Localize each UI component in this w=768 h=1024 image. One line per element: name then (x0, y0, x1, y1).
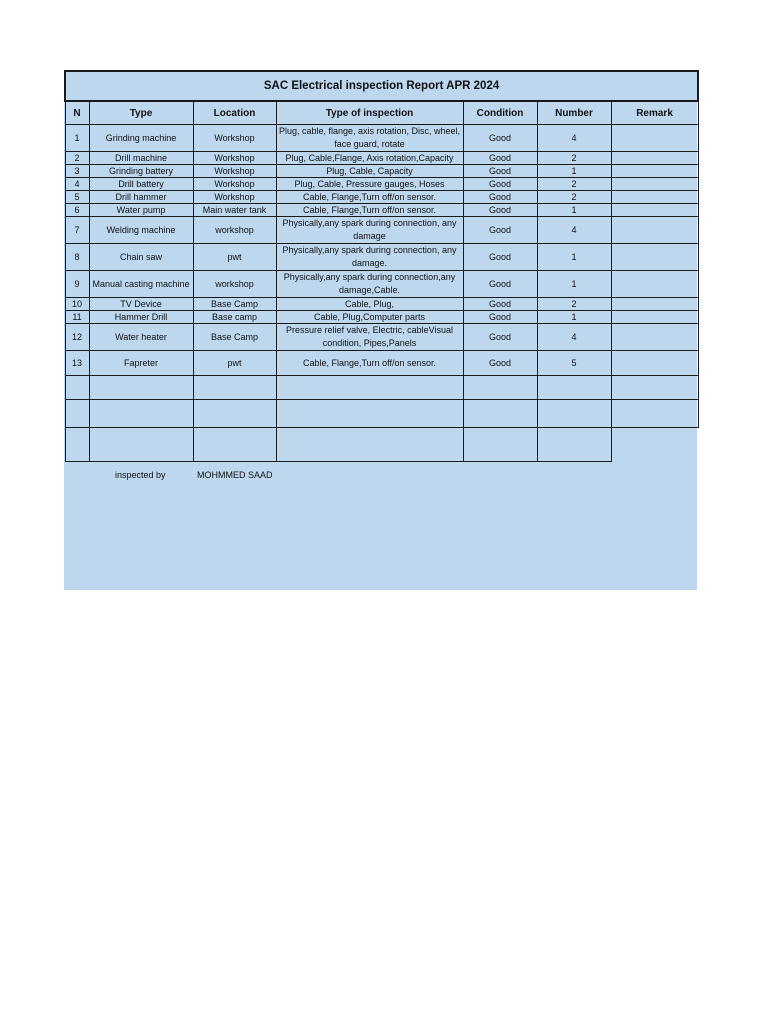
empty-cell[interactable] (537, 400, 611, 428)
cell-location: Workshop (193, 125, 276, 152)
header-location: Location (193, 101, 276, 125)
cell-type: Grinding machine (89, 125, 193, 152)
header-condition: Condition (463, 101, 537, 125)
empty-cell[interactable] (193, 376, 276, 400)
cell-number: 1 (537, 244, 611, 271)
report-sheet (64, 70, 697, 590)
report-title: SAC Electrical inspection Report APR 2024 (65, 71, 698, 101)
inspector-name: MOHMMED SAAD (197, 470, 273, 480)
cell-condition: Good (463, 271, 537, 298)
cell-location: Base camp (193, 311, 276, 324)
empty-row (65, 376, 698, 400)
cell-remark[interactable] (611, 244, 698, 271)
cell-remark[interactable] (611, 324, 698, 351)
cell-inspection: Cable, Flange,Turn off/on sensor. (276, 204, 463, 217)
empty-row (65, 400, 698, 428)
cell-condition: Good (463, 204, 537, 217)
header-inspection: Type of inspection (276, 101, 463, 125)
cell-location: Workshop (193, 165, 276, 178)
table-row (65, 165, 698, 178)
cell-location: Base Camp (193, 324, 276, 351)
cell-condition: Good (463, 351, 537, 376)
cell-remark[interactable] (611, 152, 698, 165)
cell-inspection: Cable, Plug, (276, 298, 463, 311)
empty-cell[interactable] (89, 428, 193, 462)
cell-remark[interactable] (611, 351, 698, 376)
cell-type: Chain saw (89, 244, 193, 271)
cell-n: 4 (65, 178, 89, 191)
cell-remark[interactable] (611, 165, 698, 178)
empty-cell[interactable] (537, 376, 611, 400)
empty-cell[interactable] (276, 376, 463, 400)
cell-number: 1 (537, 204, 611, 217)
header-n: N (65, 101, 89, 125)
table-row (65, 298, 698, 311)
table-row (65, 311, 698, 324)
cell-type: Drill machine (89, 152, 193, 165)
cell-number: 1 (537, 271, 611, 298)
cell-type: Water pump (89, 204, 193, 217)
cell-location: Main water tank (193, 204, 276, 217)
cell-type: Fapreter (89, 351, 193, 376)
cell-condition: Good (463, 311, 537, 324)
cell-condition: Good (463, 324, 537, 351)
empty-cell[interactable] (611, 400, 698, 428)
inspected-by-label: inspected by (115, 470, 166, 480)
cell-type: Hammer Drill (89, 311, 193, 324)
cell-n: 5 (65, 191, 89, 204)
cell-type: Welding machine (89, 217, 193, 244)
cell-n: 1 (65, 125, 89, 152)
empty-cell[interactable] (89, 400, 193, 428)
table-row (65, 244, 698, 271)
empty-cell[interactable] (276, 428, 463, 462)
empty-cell[interactable] (89, 376, 193, 400)
cell-type: TV Device (89, 298, 193, 311)
cell-remark[interactable] (611, 217, 698, 244)
cell-condition: Good (463, 191, 537, 204)
table-row (65, 204, 698, 217)
cell-number: 2 (537, 178, 611, 191)
table-row (65, 191, 698, 204)
empty-cell[interactable] (463, 428, 537, 462)
cell-n: 7 (65, 217, 89, 244)
cell-type: Grinding battery (89, 165, 193, 178)
empty-row (65, 428, 698, 462)
cell-n: 10 (65, 298, 89, 311)
cell-number: 2 (537, 152, 611, 165)
cell-condition: Good (463, 244, 537, 271)
cell-number: 2 (537, 298, 611, 311)
cell-location: pwt (193, 244, 276, 271)
cell-n: 12 (65, 324, 89, 351)
cell-n: 13 (65, 351, 89, 376)
cell-inspection: Cable, Plug,Computer parts (276, 311, 463, 324)
cell-number: 1 (537, 165, 611, 178)
cell-type: Water heater (89, 324, 193, 351)
cell-location: workshop (193, 217, 276, 244)
cell-n: 11 (65, 311, 89, 324)
table-row (65, 351, 698, 376)
cell-inspection: Plug, Cable, Pressure gauges, Hoses (276, 178, 463, 191)
empty-cell[interactable] (193, 400, 276, 428)
cell-n: 2 (65, 152, 89, 165)
cell-inspection: Pressure relief valve, Electric, cableVisual condition, Pipes,Panels (276, 324, 463, 351)
cell-remark[interactable] (611, 125, 698, 152)
table-row (65, 152, 698, 165)
cell-location: workshop (193, 271, 276, 298)
cell-number: 2 (537, 191, 611, 204)
empty-cell (611, 428, 698, 462)
cell-condition: Good (463, 178, 537, 191)
cell-remark[interactable] (611, 271, 698, 298)
cell-type: Drill battery (89, 178, 193, 191)
table-row (65, 125, 698, 152)
header-type: Type (89, 101, 193, 125)
cell-remark[interactable] (611, 311, 698, 324)
table-row (65, 217, 698, 244)
empty-cell[interactable] (463, 400, 537, 428)
cell-number: 4 (537, 324, 611, 351)
header-number: Number (537, 101, 611, 125)
cell-inspection: Cable, Flange,Turn off/on sensor. (276, 191, 463, 204)
cell-inspection: Physically,any spark during connection, any damage (276, 217, 463, 244)
cell-location: Workshop (193, 191, 276, 204)
table-row (65, 178, 698, 191)
cell-inspection: Plug, Cable, Capacity (276, 165, 463, 178)
cell-n: 6 (65, 204, 89, 217)
cell-number: 5 (537, 351, 611, 376)
cell-n: 3 (65, 165, 89, 178)
cell-type: Manual casting machine (89, 271, 193, 298)
cell-remark[interactable] (611, 178, 698, 191)
empty-cell[interactable] (276, 400, 463, 428)
empty-cell[interactable] (193, 428, 276, 462)
cell-number: 4 (537, 125, 611, 152)
cell-condition: Good (463, 298, 537, 311)
header-remark: Remark (611, 101, 698, 125)
empty-cell[interactable] (65, 428, 89, 462)
cell-n: 9 (65, 271, 89, 298)
cell-location: Workshop (193, 152, 276, 165)
table-row (65, 271, 698, 298)
cell-location: Base Camp (193, 298, 276, 311)
cell-number: 1 (537, 311, 611, 324)
empty-cell[interactable] (611, 376, 698, 400)
cell-inspection: Plug, Cable,Flange, Axis rotation,Capacity (276, 152, 463, 165)
cell-condition: Good (463, 125, 537, 152)
cell-condition: Good (463, 217, 537, 244)
cell-inspection: Physically,any spark during connection,any damage,Cable. (276, 271, 463, 298)
cell-n: 8 (65, 244, 89, 271)
cell-remark[interactable] (611, 204, 698, 217)
cell-inspection: Physically,any spark during connection, any damage. (276, 244, 463, 271)
cell-location: Workshop (193, 178, 276, 191)
empty-cell[interactable] (65, 376, 89, 400)
cell-number: 4 (537, 217, 611, 244)
inspection-table (64, 70, 699, 462)
table-row (65, 324, 698, 351)
header-row (65, 101, 698, 125)
cell-location: pwt (193, 351, 276, 376)
cell-inspection: Plug, cable, flange, axis rotation, Disc, wheel, face guard, rotate (276, 125, 463, 152)
cell-remark[interactable] (611, 298, 698, 311)
empty-cell[interactable] (463, 376, 537, 400)
empty-cell[interactable] (537, 428, 611, 462)
cell-type: Drill hammer (89, 191, 193, 204)
cell-remark[interactable] (611, 191, 698, 204)
cell-condition: Good (463, 152, 537, 165)
cell-inspection: Cable, Flange,Turn off/on sensor. (276, 351, 463, 376)
cell-condition: Good (463, 165, 537, 178)
empty-cell[interactable] (65, 400, 89, 428)
